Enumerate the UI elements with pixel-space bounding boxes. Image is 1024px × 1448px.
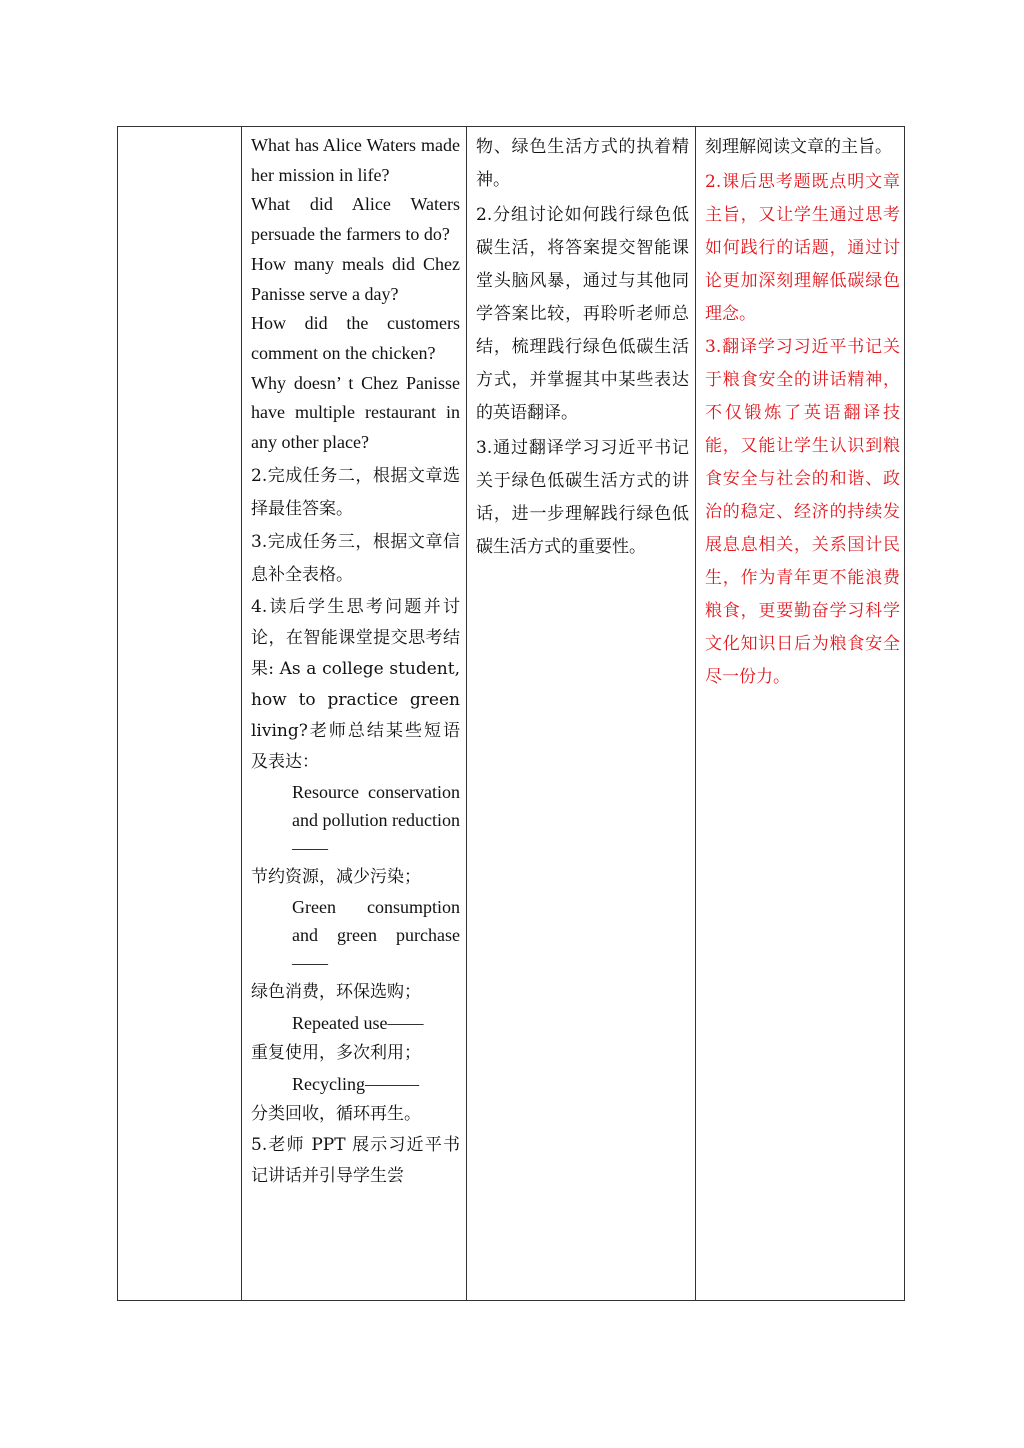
- col3-paragraph-2: 2.分组讨论如何践行绿色低碳生活，将答案提交智能课堂头脑风暴，通过与其他同学答案比较，再聆听老师总结，梳理践行绿色低碳生活方式，并掌握其中某些表达的英语翻译。: [476, 205, 689, 423]
- task-2: 2.完成任务二，根据文章选择最佳答案。: [251, 465, 460, 519]
- student-activities-cell: [467, 127, 695, 564]
- col4-paragraph-2: 2.课后思考题既点明文章主旨，又让学生通过思考如何践行的话题，通过讨论更加深刻理解低碳绿色理念。: [705, 172, 900, 324]
- col4-paragraph-1: 刻理解阅读文章的主旨。: [705, 137, 892, 157]
- question-4: How did the customers comment on the chicken?: [251, 313, 460, 363]
- phrase-1-zh: 节约资源，减少污染；: [251, 866, 421, 887]
- question-3: How many meals did Chez Panisse serve a day?: [251, 253, 460, 304]
- phrase-4-en: Recycling———: [292, 1073, 419, 1094]
- question-1: What has Alice Waters made her mission in life?: [251, 135, 460, 185]
- phrase-4-zh: 分类回收，循环再生。: [251, 1103, 421, 1124]
- col3-paragraph-3: 3.通过翻译学习习近平书记关于绿色低碳生活方式的讲话，进一步理解践行绿色低碳生活方式的重要性。: [476, 438, 689, 557]
- question-5: Why doesn’ t Chez Panisse have multiple restaurant in any other place?: [251, 372, 460, 453]
- col4-paragraph-3: 3.翻译学习习近平书记关于粮食安全的讲话精神，不仅锻炼了英语翻译技能，又能让学生认识到粮食安全与社会的和谐、政治的稳定、经济的持续发展息息相关，关系国计民生，作为青年更不能浪费粮食，更要勤奋学习科学文化知识日后为粮食安全尽一份力。: [705, 337, 900, 687]
- phrase-3-en: Repeated use——: [292, 1012, 424, 1033]
- phrase-2-zh: 绿色消费，环保选购；: [251, 981, 421, 1002]
- teaching-activities-cell: [242, 127, 466, 1192]
- question-2: What did Alice Waters persuade the farmers to do?: [251, 194, 460, 245]
- phrase-2-en: Green consumption and green purchase——: [292, 896, 460, 973]
- phrase-3-zh: 重复使用，多次利用；: [251, 1042, 421, 1063]
- lesson-plan-table: [117, 126, 905, 1301]
- task-5: 5.老师 PPT 展示习近平书记讲话并引导学生尝: [251, 1134, 460, 1186]
- design-intent-cell: [696, 127, 906, 694]
- task-3: 3.完成任务三，根据文章信息补全表格。: [251, 531, 460, 585]
- task-4: 4.读后学生思考问题并讨论，在智能课堂提交思考结果: As a college student, how to practice green living?老师总结某些短语及表达：: [251, 596, 460, 772]
- col3-paragraph-1: 物、绿色生活方式的执着精神。: [476, 137, 689, 190]
- phrase-1-en: Resource conservation and pollution reduction——: [292, 781, 460, 858]
